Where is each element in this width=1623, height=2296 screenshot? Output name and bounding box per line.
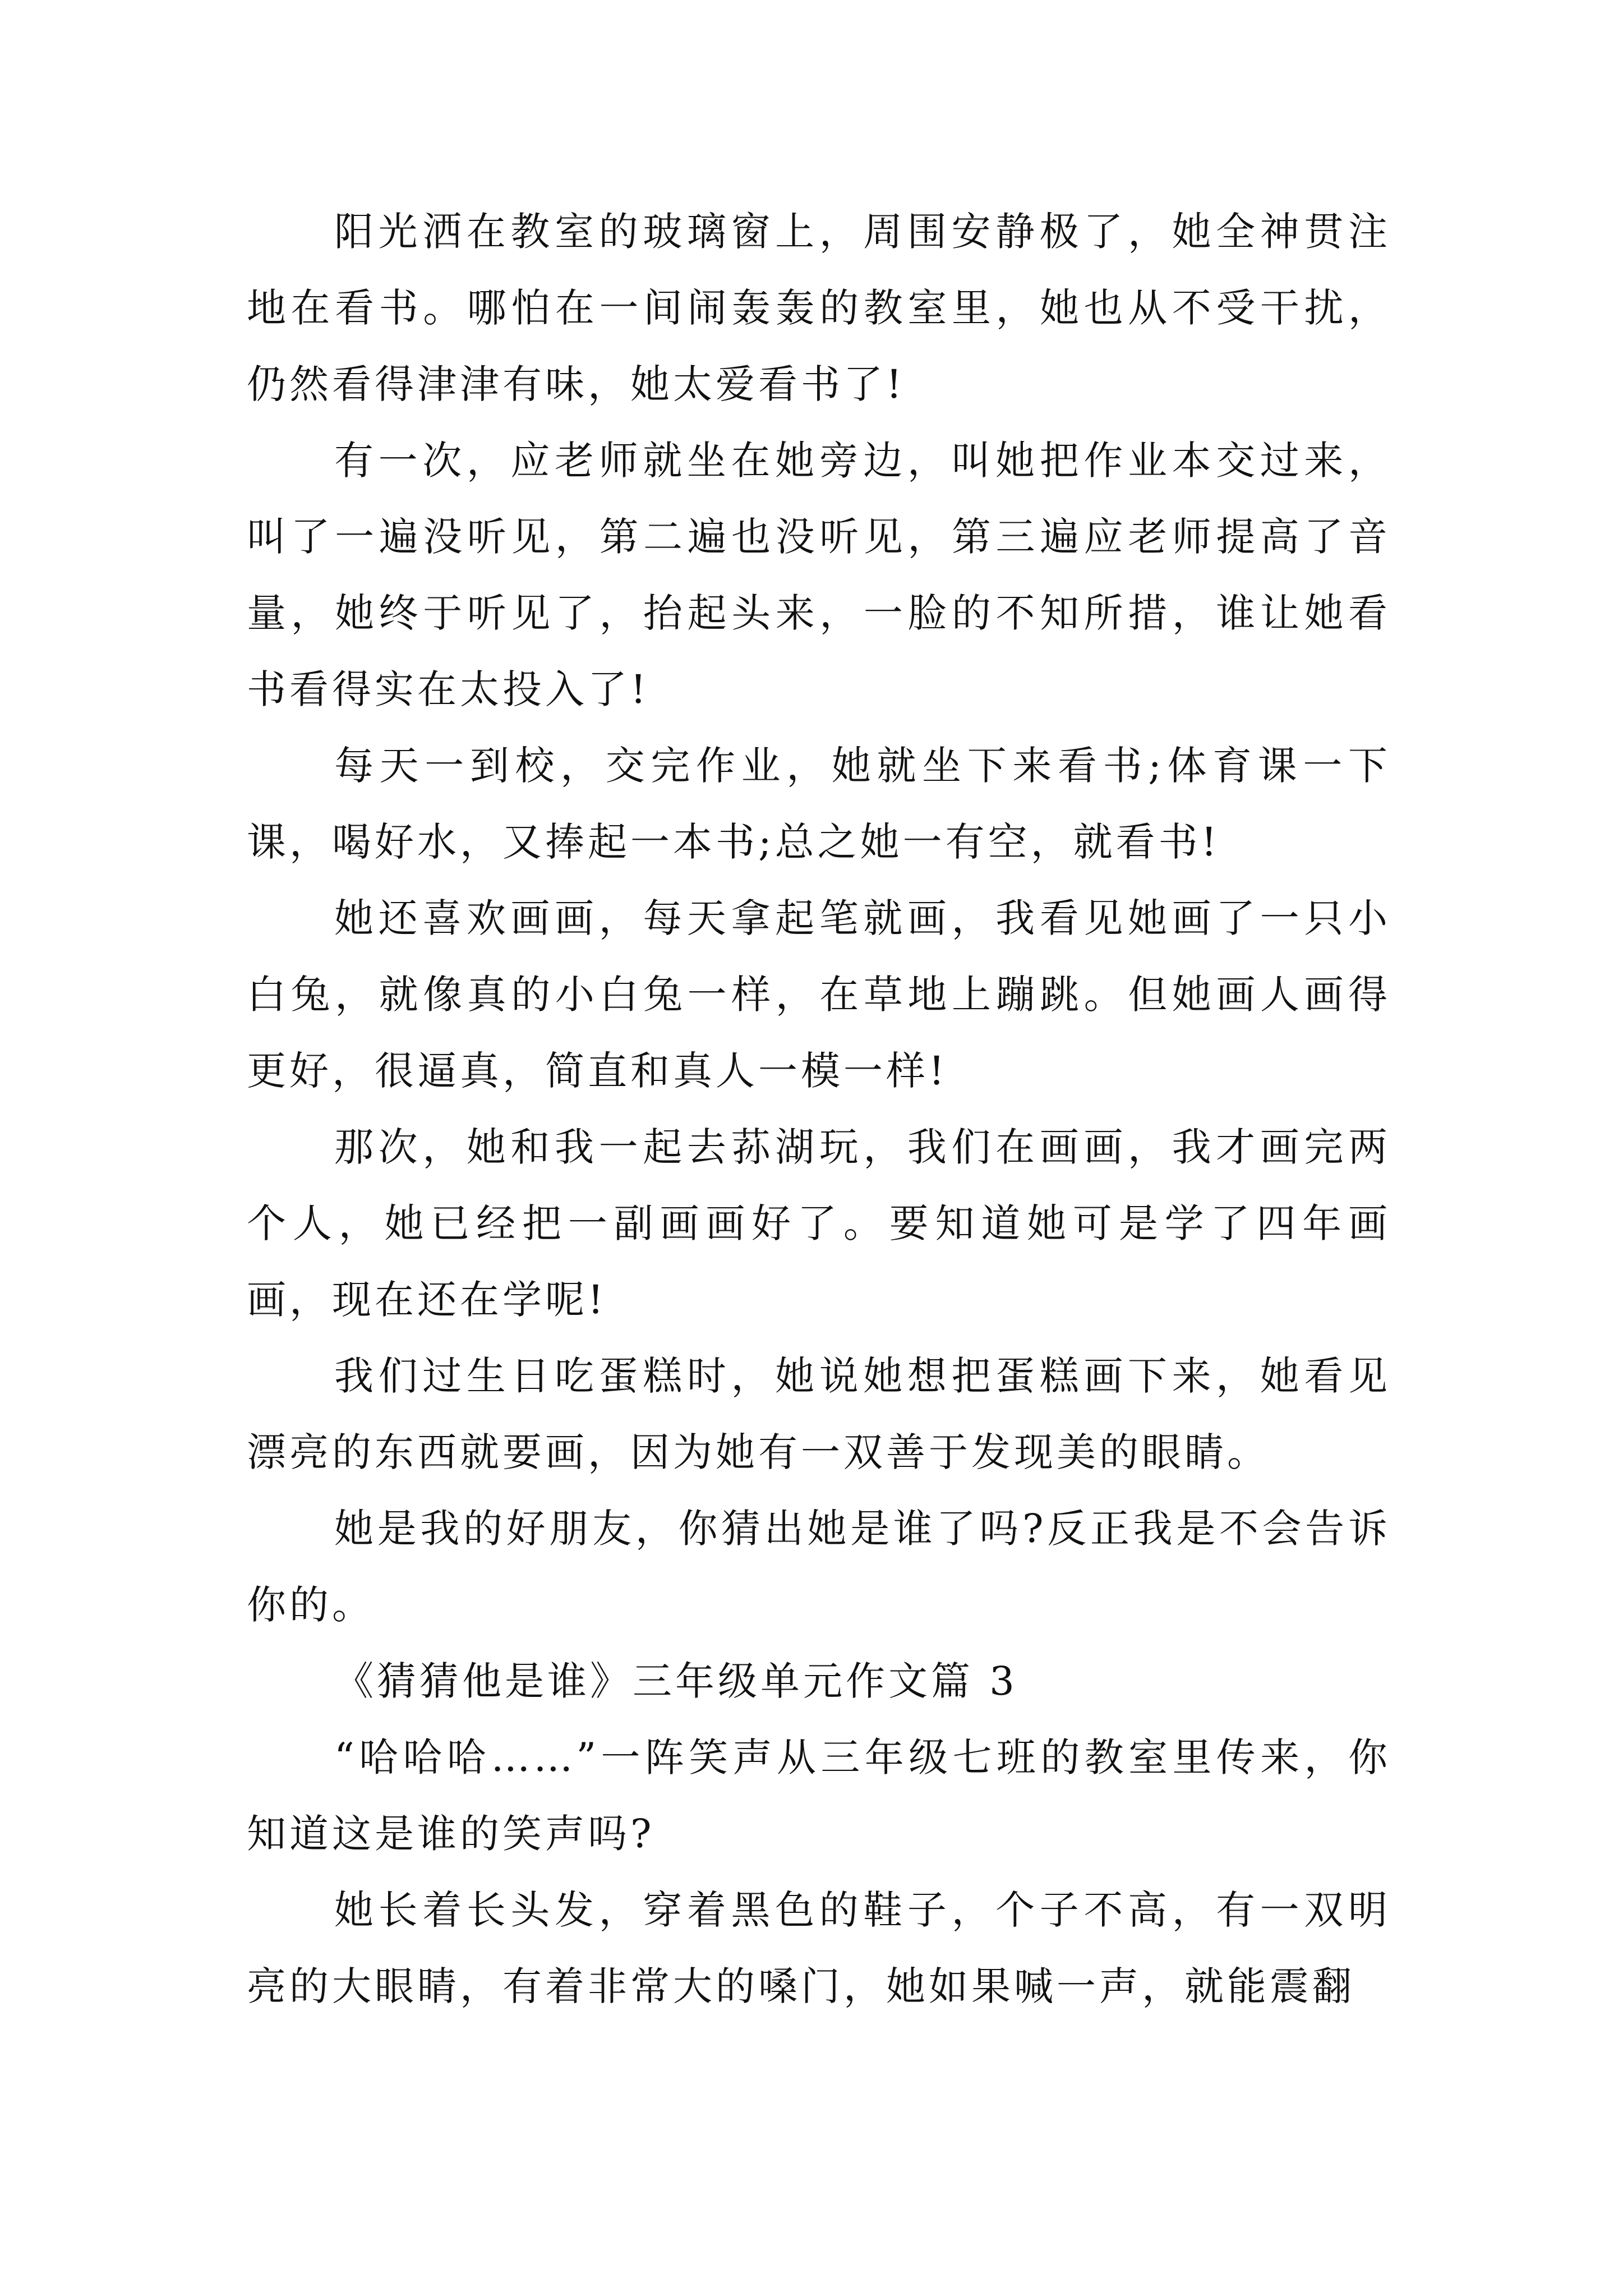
paragraph-7: 她是我的好朋友，你猜出她是谁了吗?反正我是不会告诉你的。	[247, 1506, 1391, 1628]
paragraph-5: 那次，她和我一起去荪湖玩，我们在画画，我才画完两个人，她已经把一副画画好了。要知道她可是学了四年画画，现在还在学呢!	[247, 1124, 1391, 1323]
paragraph-8: “哈哈哈……”一阵笑声从三年级七班的教室里传来，你知道这是谁的笑声吗?	[247, 1734, 1391, 1857]
paragraph-3: 每天一到校，交完作业，她就坐下来看书;体育课一下课，喝好水，又捧起一本书;总之她一有空，就看书!	[247, 743, 1391, 865]
paragraph-4: 她还喜欢画画，每天拿起笔就画，我看见她画了一只小白兔，就像真的小白兔一样，在草地上蹦跳。但她画人画得更好，很逼真，简直和真人一模一样!	[247, 895, 1391, 1094]
document-page	[247, 194, 1391, 2024]
paragraph-1: 阳光洒在教室的玻璃窗上，周围安静极了，她全神贯注地在看书。哪怕在一间闹轰轰的教室里，她也从不受干扰，仍然看得津津有味，她太爱看书了!	[247, 209, 1391, 407]
section-heading: 《猜猜他是谁》三年级单元作文篇 3	[334, 1658, 1018, 1704]
paragraph-9: 她长着长头发，穿着黑色的鞋子，个子不高，有一双明亮的大眼睛，有着非常大的嗓门，她如果喊一声，就能震翻	[247, 1887, 1391, 2009]
paragraph-2: 有一次，应老师就坐在她旁边，叫她把作业本交过来，叫了一遍没听见，第二遍也没听见，第三遍应老师提高了音量，她终于听见了，抬起头来，一脸的不知所措，谁让她看书看得实在太投入了!	[247, 438, 1391, 712]
paragraph-6: 我们过生日吃蛋糕时，她说她想把蛋糕画下来，她看见漂亮的东西就要画，因为她有一双善于发现美的眼睛。	[247, 1353, 1391, 1475]
